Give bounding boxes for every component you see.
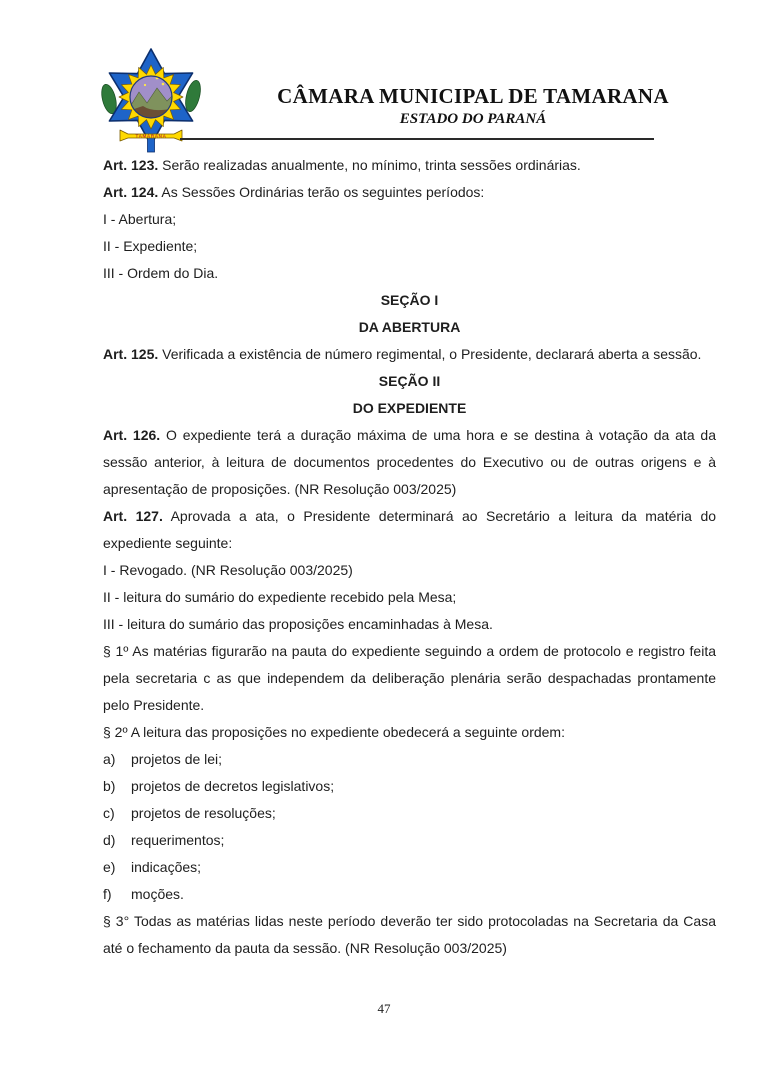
article-number: Art. 123. bbox=[103, 157, 159, 173]
letterhead bbox=[200, 84, 746, 128]
list-item-text: projetos de lei; bbox=[131, 751, 223, 767]
text-line: I - Revogado. (NR Resolução 003/2025) bbox=[103, 562, 353, 578]
text-line: I - Abertura; bbox=[103, 211, 177, 227]
organization-subtitle: ESTADO DO PARANÁ bbox=[399, 111, 547, 127]
list-marker: c) bbox=[103, 805, 115, 821]
header-divider bbox=[180, 138, 654, 140]
article-number: Art. 126. bbox=[103, 427, 161, 443]
list-marker: f) bbox=[103, 886, 112, 902]
list-item-text: projetos de resoluções; bbox=[131, 805, 276, 821]
list-item bbox=[103, 827, 716, 854]
list-item-text: requerimentos; bbox=[131, 832, 225, 848]
list-item bbox=[103, 746, 716, 773]
article-number: Art. 125. bbox=[103, 346, 159, 362]
list-item bbox=[103, 881, 716, 908]
text-line: III - Ordem do Dia. bbox=[103, 265, 219, 281]
article-number: Art. 124. bbox=[103, 184, 159, 200]
article-paragraph: Art. 124. As Sessões Ordinárias terão os seguintes períodos: bbox=[103, 184, 485, 200]
list-item-text: indicações; bbox=[131, 859, 202, 875]
section-heading: SEÇÃO I bbox=[380, 292, 439, 308]
article-paragraph: Art. 125. Verificada a existência de número regimental, o Presidente, declarará aberta a sessão. bbox=[103, 346, 702, 362]
list-item bbox=[103, 773, 716, 800]
list-item bbox=[103, 800, 716, 827]
section-heading: DO EXPEDIENTE bbox=[352, 400, 467, 416]
banner-text: TAMARANA bbox=[135, 133, 167, 139]
article-paragraph: Art. 126. O expediente terá a duração máxima de uma hora e se destina à votação da ata da sessão anterior, à leitura de documentos procedentes do Executivo ou de outras origens e à apresentação de proposições. (NR Resolução 003/2025) bbox=[103, 427, 717, 497]
list-marker: e) bbox=[103, 859, 116, 875]
article-number: Art. 127. bbox=[103, 508, 163, 524]
text-line: § 2º A leitura das proposições no expediente obedecerá a seguinte ordem: bbox=[103, 724, 565, 740]
article-paragraph: Art. 123. Serão realizadas anualmente, no mínimo, trinta sessões ordinárias. bbox=[103, 157, 581, 173]
page-footer bbox=[0, 1001, 768, 1017]
list-marker: d) bbox=[103, 832, 116, 848]
list-item bbox=[103, 854, 716, 881]
list-marker: a) bbox=[103, 751, 116, 767]
text-line: II - Expediente; bbox=[103, 238, 198, 254]
list-item-text: projetos de decretos legislativos; bbox=[131, 778, 335, 794]
organization-title: CÂMARA MUNICIPAL DE TAMARANA bbox=[277, 84, 669, 108]
text-line: § 1º As matérias figurarão na pauta do expediente seguindo a ordem de protocolo e registro feita pela secretaria c as que independem da deliberação plenária serão despachadas prontamente pelo Presidente. bbox=[103, 643, 716, 713]
section-heading: DA ABERTURA bbox=[358, 319, 461, 335]
text-line: II - leitura do sumário do expediente recebido pela Mesa; bbox=[103, 589, 457, 605]
text-line: III - leitura do sumário das proposições encaminhadas à Mesa. bbox=[103, 616, 493, 632]
list-marker: b) bbox=[103, 778, 116, 794]
list-item-text: moções. bbox=[131, 886, 184, 902]
document-body bbox=[103, 152, 716, 962]
page-number: 47 bbox=[377, 1001, 391, 1016]
article-paragraph: Art. 127. Aprovada a ata, o Presidente determinará ao Secretário a leitura da matéria do expediente seguinte: bbox=[103, 508, 717, 551]
text-line: § 3° Todas as matérias lidas neste período deverão ter sido protocoladas na Secretaria da Casa até o fechamento da pauta da sessão. (NR Resolução 003/2025) bbox=[103, 913, 716, 956]
section-heading: SEÇÃO II bbox=[378, 373, 441, 389]
